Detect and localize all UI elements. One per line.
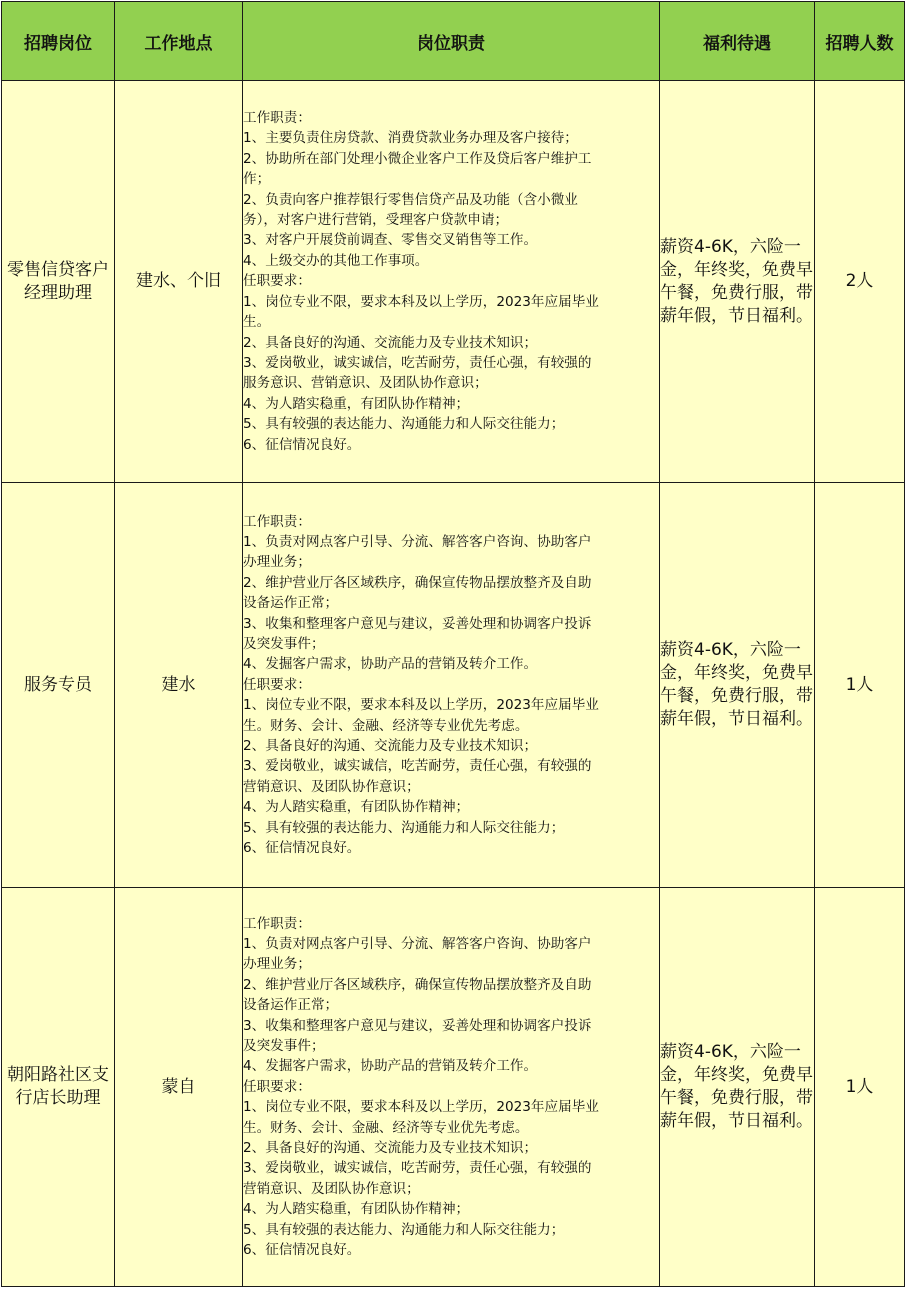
duty-line: 2、维护营业厅各区域秩序，确保宣传物品摆放整齐及自助 xyxy=(243,574,592,591)
duty-line: 1、负责对网点客户引导、分流、解答客户咨询、协助客户 xyxy=(243,935,592,952)
welfare-cell xyxy=(660,81,815,483)
location-cell: 建水、个旧 xyxy=(115,81,243,483)
duty-line: 5、具有较强的表达能力、沟通能力和人际交往能力； xyxy=(243,819,565,836)
duty-line: 1、主要负责住房贷款、消费贷款业务办理及客户接待； xyxy=(243,130,578,147)
location-cell: 建水 xyxy=(115,483,243,888)
duty-line: 1、岗位专业不限，要求本科及以上学历，2023年应届毕业 xyxy=(243,697,599,714)
position-cell: 服务专员 xyxy=(2,483,115,888)
duty-line: 营销意识、及团队协作意识； xyxy=(243,1180,420,1197)
duty-line: 2、具备良好的沟通、交流能力及专业技术知识； xyxy=(243,1140,538,1157)
duty-line: 工作职责： xyxy=(243,110,311,127)
position-cell: 朝阳路社区支行店长助理 xyxy=(2,888,115,1287)
header-row xyxy=(2,2,905,81)
duty-line: 任职要求： xyxy=(243,1078,311,1095)
duty-line: 6、征信情况良好。 xyxy=(243,1242,361,1259)
welfare-cell xyxy=(660,888,815,1287)
duty-line: 4、为人踏实稳重，有团队协作精神； xyxy=(243,395,470,412)
duty-line: 4、为人踏实稳重，有团队协作精神； xyxy=(243,799,470,816)
welfare-text: 薪资4-6K，六险一金，年终奖，免费早午餐，免费行服，带薪年假，节日福利。 xyxy=(660,640,813,729)
header-count: 招聘人数 xyxy=(815,2,905,81)
duty-line: 任职要求： xyxy=(243,676,311,693)
duty-line: 2、协助所在部门处理小微企业客户工作及贷后客户维护工 xyxy=(243,150,592,167)
duties-cell xyxy=(243,483,660,888)
recruitment-table xyxy=(1,1,905,1287)
duty-line: 工作职责： xyxy=(243,513,311,530)
duty-line: 1、负责对网点客户引导、分流、解答客户咨询、协助客户 xyxy=(243,533,592,550)
duty-line: 5、具有较强的表达能力、沟通能力和人际交往能力； xyxy=(243,1221,565,1238)
duty-line: 2、具备良好的沟通、交流能力及专业技术知识； xyxy=(243,334,538,351)
header-position: 招聘岗位 xyxy=(2,2,115,81)
duty-line: 4、发掘客户需求，协助产品的营销及转介工作。 xyxy=(243,656,538,673)
duty-line: 及突发事件； xyxy=(243,1037,325,1054)
duty-line: 2、维护营业厅各区域秩序，确保宣传物品摆放整齐及自助 xyxy=(243,976,592,993)
duty-line: 4、上级交办的其他工作事项。 xyxy=(243,252,429,269)
header-location: 工作地点 xyxy=(115,2,243,81)
duty-line: 服务意识、营销意识、及团队协作意识； xyxy=(243,375,488,392)
duty-line: 6、征信情况良好。 xyxy=(243,436,361,453)
duty-line: 生。 xyxy=(243,314,271,331)
duty-line: 1、岗位专业不限，要求本科及以上学历，2023年应届毕业 xyxy=(243,293,599,310)
count-cell: 1人 xyxy=(815,888,905,1287)
duty-line: 任职要求： xyxy=(243,273,311,290)
duty-line: 作； xyxy=(243,171,271,188)
duty-line: 4、发掘客户需求，协助产品的营销及转介工作。 xyxy=(243,1058,538,1075)
duties-cell xyxy=(243,888,660,1287)
welfare-cell xyxy=(660,483,815,888)
position-cell: 零售信贷客户经理助理 xyxy=(2,81,115,483)
duty-line: 4、为人踏实稳重，有团队协作精神； xyxy=(243,1201,470,1218)
duty-line: 设备运作正常； xyxy=(243,997,339,1014)
count-cell: 2人 xyxy=(815,81,905,483)
duty-line: 务），对客户进行营销，受理客户贷款申请； xyxy=(243,212,509,229)
duty-line: 生。财务、会计、金融、经济等专业优先考虑。 xyxy=(243,1119,529,1136)
duty-line: 3、收集和整理客户意见与建议，妥善处理和协调客户投诉 xyxy=(243,615,592,632)
duty-line: 设备运作正常； xyxy=(243,595,339,612)
duty-line: 办理业务； xyxy=(243,554,311,571)
location-cell: 蒙自 xyxy=(115,888,243,1287)
welfare-text: 薪资4-6K，六险一金，年终奖，免费早午餐，免费行服，带薪年假，节日福利。 xyxy=(660,236,813,326)
table-row xyxy=(2,888,905,1287)
duty-line: 1、岗位专业不限，要求本科及以上学历，2023年应届毕业 xyxy=(243,1099,599,1116)
header-duties: 岗位职责 xyxy=(243,2,660,81)
duty-line: 及突发事件； xyxy=(243,635,325,652)
duty-line: 2、具备良好的沟通、交流能力及专业技术知识； xyxy=(243,738,538,755)
duty-line: 营销意识、及团队协作意识； xyxy=(243,778,420,795)
count-cell: 1人 xyxy=(815,483,905,888)
duty-line: 工作职责： xyxy=(243,915,311,932)
duty-line: 2、负责向客户推荐银行零售信贷产品及功能（含小微业 xyxy=(243,191,578,208)
duty-line: 3、收集和整理客户意见与建议，妥善处理和协调客户投诉 xyxy=(243,1017,592,1034)
duty-line: 3、爱岗敬业，诚实诚信，吃苦耐劳，责任心强，有较强的 xyxy=(243,758,592,775)
duty-line: 办理业务； xyxy=(243,956,311,973)
duty-line: 生。财务、会计、金融、经济等专业优先考虑。 xyxy=(243,717,529,734)
table-row xyxy=(2,483,905,888)
table-row xyxy=(2,81,905,483)
job-rows xyxy=(2,81,905,1287)
duty-line: 5、具有较强的表达能力、沟通能力和人际交往能力； xyxy=(243,416,565,433)
welfare-text: 薪资4-6K，六险一金，年终奖，免费早午餐，免费行服，带薪年假，节日福利。 xyxy=(660,1042,813,1131)
duty-line: 3、爱岗敬业，诚实诚信，吃苦耐劳，责任心强，有较强的 xyxy=(243,1160,592,1177)
header-welfare: 福利待遇 xyxy=(660,2,815,81)
duties-cell xyxy=(243,81,660,483)
duty-line: 3、对客户开展贷前调查、零售交叉销售等工作。 xyxy=(243,232,538,249)
duty-line: 3、爱岗敬业，诚实诚信，吃苦耐劳，责任心强，有较强的 xyxy=(243,354,592,371)
duty-line: 6、征信情况良好。 xyxy=(243,840,361,857)
